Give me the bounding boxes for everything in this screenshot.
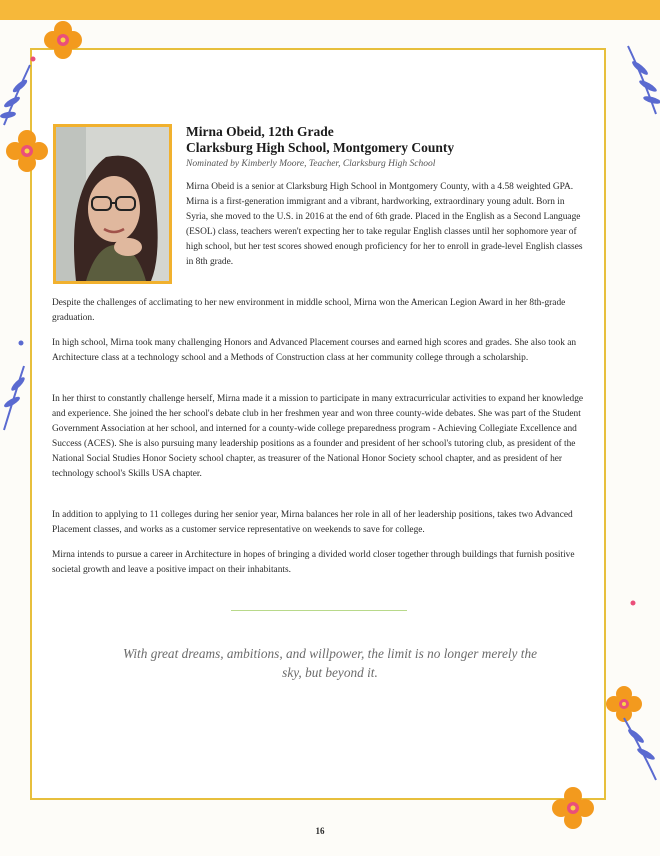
dot-icon: [30, 56, 36, 62]
body-paragraph: In high school, Mirna took many challenging Honors and Advanced Placement courses and earned high scores and grades. She also took an Architecture class at a technology school and a Methods of Construction class at her community college through a scholarship.: [52, 338, 577, 363]
school-name: Clarksburg High School, Montgomery County: [186, 140, 455, 155]
body-paragraph: Mirna intends to pursue a career in Architecture in hopes of bringing a divided world closer together through buildings that furnish positive societal growth and leave a positive impact on their inhabitants.: [52, 550, 575, 575]
leaf-sprig-icon: [618, 712, 660, 782]
leaf-sprig-icon: [620, 40, 660, 116]
flower-icon: [38, 20, 88, 60]
body-paragraph: In addition to applying to 11 colleges during her senior year, Mirna balances her role in all of her leadership positions, takes two Advanced Placement classes, and works as a customer service representative on weekends to save for college.: [52, 510, 573, 535]
student-portrait-icon: [56, 127, 169, 281]
student-photo: [53, 124, 172, 284]
intro-paragraph: Mirna Obeid is a senior at Clarksburg High School in Montgomery County, with a 4.58 weighted GPA. Mirna is a first-generation immigrant and a vibrant, hardworking, extraordinary young adult. Born in Syria, she moved to the U.S. in 2016 at the end of 6th grade. Placed in the English as a Second Language (ESOL) class, teachers weren't expecting her to take regular English classes until her sophomore year of high school, but her test scores showed enough proficiency for her to enroll in grade-level English classes in 8th grade.: [186, 182, 583, 267]
dot-icon: [18, 340, 24, 346]
page-number: 16: [315, 826, 325, 836]
body-paragraph: Despite the challenges of acclimating to her new environment in middle school, Mirna won the American Legion Award in her 8th-grade graduation.: [52, 298, 566, 323]
nominator-line: Nominated by Kimberly Moore, Teacher, Clarksburg High School: [186, 159, 436, 169]
pull-quote: With great dreams, ambitions, and willpower, the limit is no longer merely the sky, but beyond it.: [122, 646, 538, 680]
leaf-sprig-icon: [0, 60, 34, 130]
body-paragraph: In her thirst to constantly challenge herself, Mirna made it a mission to participate in many extracurricular activities to expand her knowledge and experience. She joined the her school's debate club in her freshmen year and won three county-wide debates. She was part of the Student Government Association at her school, and interned for a county-wide college preparedness program - Achieving Collegiate Excellence and Success (ACES). She is also pursuing many leadership positions as a founder and president of her school's tutoring club, as president of the National Social Studies Honor Society school chapter, as treasurer of the National Honor Society school chapter, and as president of her technology school's Skills USA chapter.: [52, 394, 584, 479]
leaf-sprig-icon: [0, 362, 32, 432]
student-name: Mirna Obeid, 12th Grade: [186, 124, 334, 139]
profile-header: [186, 124, 586, 171]
flower-icon: [550, 785, 596, 831]
flower-icon: [4, 128, 50, 174]
divider-line: [231, 610, 407, 611]
top-color-bar: [0, 0, 660, 20]
dot-icon: [630, 600, 636, 606]
